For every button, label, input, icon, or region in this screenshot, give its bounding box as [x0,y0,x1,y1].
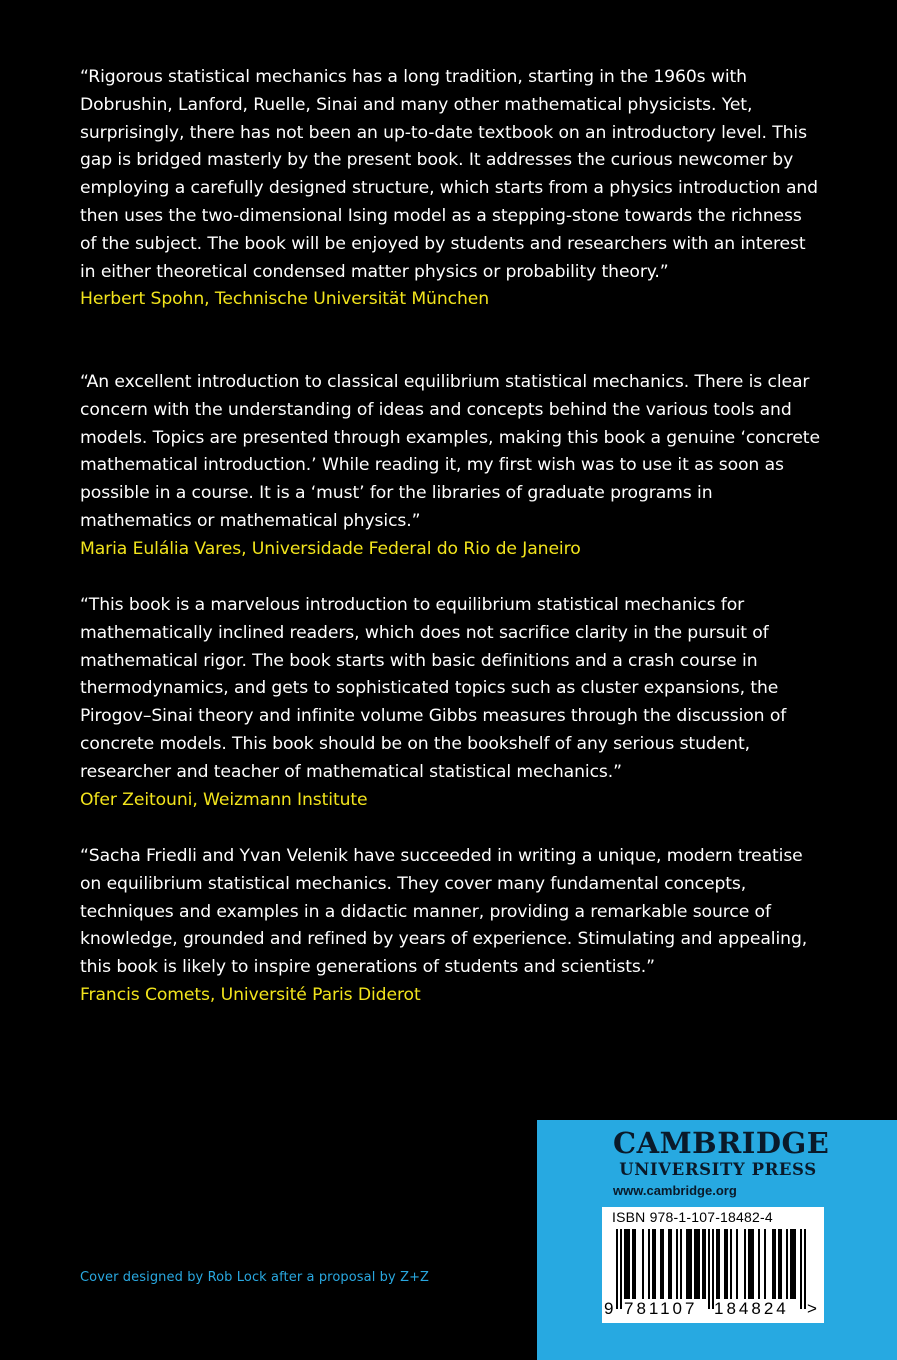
quote-text: “An excellent introduction to classical equilibrium statistical mechanics. There is clear concern with the understanding of ideas and concepts behind the various tools and models. Topics are presented through examples, making this book a genuine ‘concrete mathematical introduction.’ While reading it, my first wish was to use it as soon as possible in a course. It is a ‘must’ for the libraries of graduate programs in mathematics or mathematical physics.” [80,372,820,531]
publisher-logo-name: CAMBRIDGE [613,1126,830,1160]
barcode-bar [794,1229,796,1299]
barcode-bar [694,1229,696,1299]
barcode-bar [686,1229,688,1299]
barcode-arrow: > [807,1299,817,1318]
barcode-bar [634,1229,636,1299]
barcode-bar [628,1229,630,1299]
barcode-bar [780,1229,782,1299]
barcode-bar [786,1229,788,1299]
barcode-bar [652,1229,654,1299]
publisher-panel [537,1120,897,1360]
barcode-bar [716,1229,718,1299]
barcode-bar [696,1229,698,1299]
barcode-bar [750,1229,752,1299]
quote-text: “This book is a marvelous introduction to equilibrium statistical mechanics for mathematically inclined readers, which does not sacrifice clarity in the pursuit of mathematical rigor. The book starts with basic definitions and a crash course in thermodynamics, and gets to sophisticated topics such as cluster expansions, the Pirogov–Sinai theory and infinite volume Gibbs measures through the discussion of concrete models. This book should be on the bookshelf of any serious student, researcher and teacher of mathematical statistical mechanics.” [80,595,787,782]
barcode-bar [676,1229,678,1299]
barcode-bar [708,1229,710,1309]
barcode-bar [654,1229,656,1299]
barcode-bar [662,1229,664,1299]
review-quote-4 [80,843,820,1010]
barcode-bar [702,1229,704,1299]
barcode-bar [758,1229,760,1299]
barcode-bar [736,1229,738,1299]
barcode-bar [726,1229,728,1299]
barcode-bar [632,1229,634,1299]
barcode-bar [730,1229,732,1299]
barcode-bar [704,1229,706,1299]
barcode-bar [688,1229,690,1299]
publisher-logo-subtitle: UNIVERSITY PRESS [619,1160,817,1179]
barcode-bar [680,1229,682,1299]
review-quote-2 [80,369,820,564]
barcode-bar [660,1229,662,1299]
quote-text: “Rigorous statistical mechanics has a long tradition, starting in the 1960s with Dobrushin, Lanford, Ruelle, Sinai and many other mathematical physicists. Yet, surprisingly, there has not been an up-to-date textbook on an introductory level. This gap is bridged masterly by the present book. It addresses the curious newcomer by employing a carefully designed structure, which starts from a physics introduction and then uses the two-dimensional Ising model as a stepping-stone towards the richness of the subject. The book will be enjoyed by students and researchers with an interest in either theoretical condensed matter physics or probability theory.” [80,67,818,282]
barcode-lead-digit: 9 [604,1299,614,1318]
barcode-bar [690,1229,692,1299]
barcode-bar [772,1229,774,1299]
barcode-bar [744,1229,746,1299]
barcode-bar [616,1229,618,1309]
barcode-bar [626,1229,628,1299]
barcode-digits [602,1299,824,1321]
quote-attribution: Francis Comets, Université Paris Diderot [80,984,421,1005]
barcode-bar [642,1229,644,1299]
barcode-bar [712,1229,714,1309]
quote-attribution: Ofer Zeitouni, Weizmann Institute [80,789,368,810]
barcode-bar [752,1229,754,1299]
barcode-left-group: 781107 [624,1299,698,1318]
barcode-bar [790,1229,792,1299]
barcode-bar [792,1229,794,1299]
isbn-barcode [602,1207,824,1323]
barcode-bar [620,1229,622,1309]
isbn-label: ISBN 978-1-107-18482-4 [612,1209,773,1225]
barcode-bar [804,1229,806,1309]
barcode-bar [764,1229,766,1299]
barcode-bar [778,1229,780,1299]
quote-text: “Sacha Friedli and Yvan Velenik have succeeded in writing a unique, modern treatise on equilibrium statistical mechanics. They cover many fundamental concepts, techniques and examples in a didactic manner, providing a remarkable source of knowledge, grounded and refined by years of experience. Stimulating and appealing, this book is likely to inspire generations of students and scientists.” [80,846,808,978]
barcode-bar [668,1229,670,1299]
barcode-bar [624,1229,626,1299]
barcode-bar [748,1229,750,1299]
cover-credit: Cover designed by Rob Lock after a proposal by Z+Z [80,1270,430,1285]
publisher-url: www.cambridge.org [613,1183,737,1198]
barcode-bar [774,1229,776,1299]
barcode-bar [724,1229,726,1299]
barcode-bar [648,1229,650,1299]
review-quote-3 [80,592,820,814]
barcode-bar [670,1229,672,1299]
barcode-right-group: 184824 [714,1299,789,1318]
barcode-bar [800,1229,802,1309]
quote-attribution: Herbert Spohn, Technische Universität München [80,289,490,310]
barcode-bar [718,1229,720,1299]
review-quote-1 [80,64,820,314]
barcode-bar [698,1229,700,1299]
quote-attribution: Maria Eulália Vares, Universidade Federal do Rio de Janeiro [80,538,581,559]
